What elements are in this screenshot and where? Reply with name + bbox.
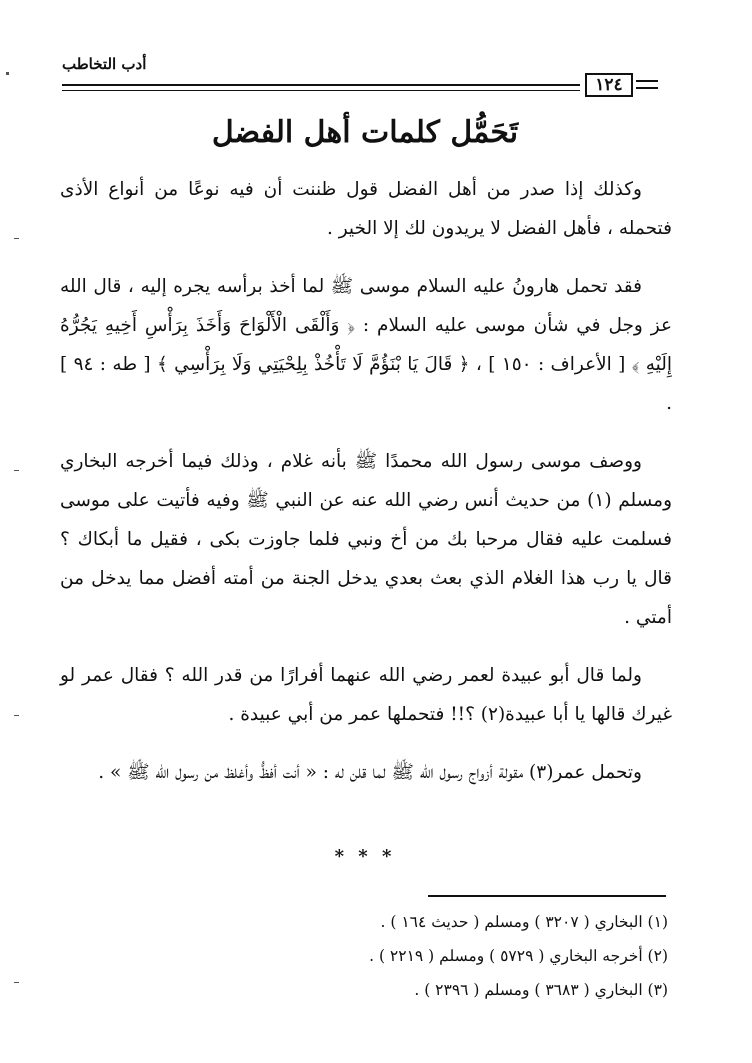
body-text xyxy=(60,170,672,811)
footnotes xyxy=(60,905,668,1007)
scan-speck xyxy=(14,715,19,716)
paragraph: وتحمل عمر(٣) مقولة أزواج رسول الله ﷺ لما قلن له : « أنت أفظُّ وأغلظ من رسول الله ﷺ » . xyxy=(98,762,642,783)
page-number: ١٢٤ xyxy=(585,73,633,97)
paragraph: ووصف موسى رسول الله محمدًا ﷺ بأنه غلام ، وذلك فيما أخرجه البخاري ومسلم (١) من حديث أنس رضي الله عنه عن النبي ﷺ وفيه فأتيت على موسى فسلمت عليه فقال مرحبا بك من أخ ونبي فلما جاوزت بكى ، فقيل ما أبكاك ؟ قال يا رب هذا الغلام الذي بعث بعدي يدخل الجنة من أمته أفضل مما يدخل من أمتي . xyxy=(60,451,673,628)
section-separator: * * * xyxy=(334,846,396,867)
footnote: (١) البخاري ( ٣٢٠٧ ) ومسلم ( حديث ١٦٤ ) . xyxy=(380,913,668,931)
header-rule-thin xyxy=(62,90,580,91)
footnote-rule xyxy=(428,895,666,897)
running-header-title: أدب التخاطب xyxy=(62,55,147,73)
page-number-rule xyxy=(636,87,658,89)
footnote: (٣) البخاري ( ٣٦٨٣ ) ومسلم ( ٢٣٩٦ ) . xyxy=(414,981,668,999)
scan-speck xyxy=(14,470,19,471)
paragraph: وكذلك إذا صدر من أهل الفضل قول ظننت أن فيه نوعًا من أنواع الأذى فتحمله ، فأهل الفضل لا يريدون لك إلا الخير . xyxy=(60,179,672,239)
header-rule xyxy=(62,84,580,86)
page-number-rule xyxy=(636,80,658,82)
footnote: (٢) أخرجه البخاري ( ٥٧٢٩ ) ومسلم ( ٢٢١٩ ) . xyxy=(369,947,668,965)
scan-speck xyxy=(14,982,19,983)
scan-speck xyxy=(6,72,9,75)
scan-speck xyxy=(14,238,19,239)
paragraph: فقد تحمل هارونُ عليه السلام موسى ﷺ لما أخذ برأسه يجره إليه ، قال الله عز وجل في شأن موسى عليه السلام : ﴿ وَأَلْقَى الْأَلْوَاحَ وَأَخَذَ بِرَأْسِ أَخِيهِ يَجُرُّهُ إِلَيْهِ ﴾ [ الأعراف : ١٥٠ ] ، ﴿ قَالَ يَا بْنَؤُمَّ لَا تَأْخُذْ بِلِحْيَتِي وَلَا بِرَأْسِي ﴾ [ طه : ٩٤ ] . xyxy=(60,276,672,414)
section-title: تَحَمُّل كلمات أهل الفضل xyxy=(211,115,519,150)
paragraph: ولما قال أبو عبيدة لعمر رضي الله عنهما أفرارًا من قدر الله ؟ فقال عمر لو غيرك قالها يا أبا عبيدة(٢) ؟!! فتحملها عمر من أبي عبيدة . xyxy=(60,665,672,725)
